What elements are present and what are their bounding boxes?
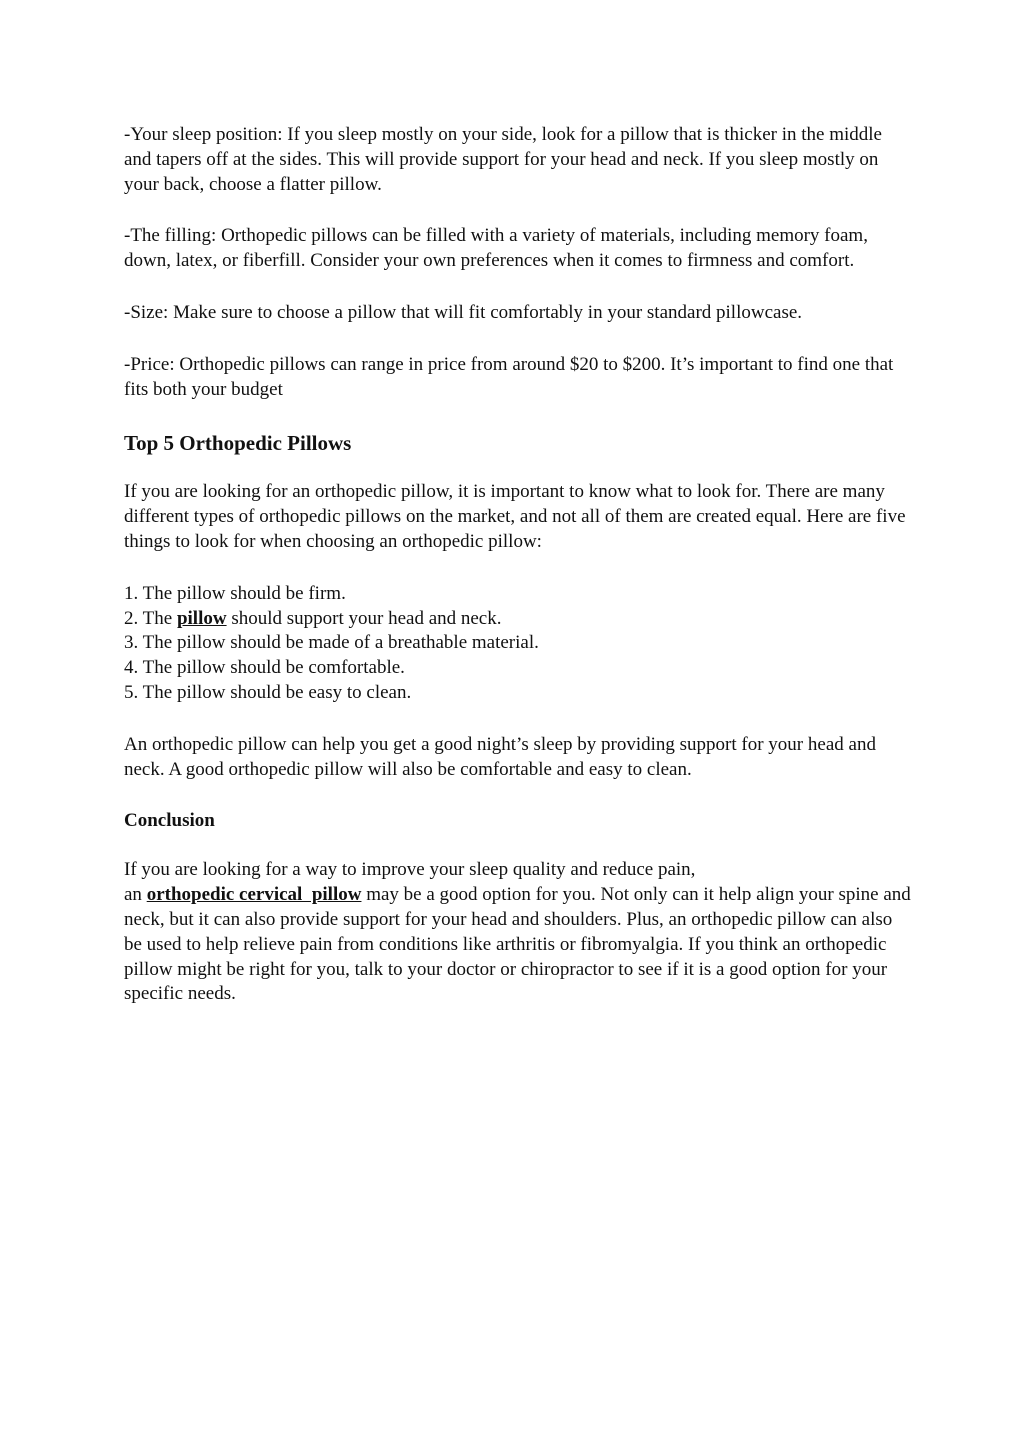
criteria-item-3: 3. The pillow should be made of a breathable material. bbox=[124, 632, 539, 654]
orthopedic-cervical-pillow-link[interactable]: orthopedic cervical pillow bbox=[146, 884, 362, 906]
top5-summary: An orthopedic pillow can help you get a good night’s sleep by providing support for your head and neck. A good orthopedic pillow will also be comfortable and easy to clean. bbox=[124, 733, 876, 780]
conclusion-line-1: If you are looking for a way to improve your sleep quality and reduce pain, bbox=[124, 859, 696, 881]
criteria-item-2-suffix: should support your head and neck. bbox=[226, 607, 502, 629]
criteria-item-2 bbox=[124, 607, 914, 632]
tip-filling: -The filling: Orthopedic pillows can be filled with a variety of materials, including memory foam, down, latex, or fiberfill. Consider your own preferences when it comes to firmness and comfort. bbox=[124, 225, 868, 272]
conclusion-paragraph bbox=[124, 858, 914, 1007]
pillow-link[interactable]: pillow bbox=[176, 607, 227, 629]
document-page bbox=[124, 123, 914, 1007]
criteria-item-2-prefix: 2. The bbox=[124, 607, 177, 629]
top5-intro: If you are looking for an orthopedic pillow, it is important to know what to look for. There are many different types of orthopedic pillows on the market, and not all of them are created equal. Here are five things to look for when choosing an orthopedic pillow: bbox=[124, 481, 906, 552]
criteria-item-1: 1. The pillow should be firm. bbox=[124, 582, 346, 604]
tip-price: -Price: Orthopedic pillows can range in price from around $20 to $200. It’s important to find one that fits both your budget bbox=[124, 353, 894, 400]
conclusion-an: an bbox=[124, 884, 147, 906]
conclusion-heading: Conclusion bbox=[124, 810, 215, 832]
criteria-item-4: 4. The pillow should be comfortable. bbox=[124, 657, 405, 679]
criteria-item-5: 5. The pillow should be easy to clean. bbox=[124, 681, 412, 703]
tip-size: -Size: Make sure to choose a pillow that will fit comfortably in your standard pillowcase. bbox=[124, 301, 803, 323]
conclusion-rest: may be a good option for you. Not only can it help align your spine and neck, but it can also provide support for your head and shoulders. Plus, an orthopedic pillow can also be used to help relieve pain from conditions like arthritis or fibromyalgia. If you think an orthopedic pillow might be right for you, talk to your doctor or chiropractor to see if it is a good option for your specific needs. bbox=[124, 884, 911, 1005]
tip-sleep-position: -Your sleep position: If you sleep mostly on your side, look for a pillow that is thicker in the middle and tapers off at the sides. This will provide support for your head and neck. If you sleep mostly on your back, choose a flatter pillow. bbox=[124, 124, 882, 195]
criteria-list bbox=[124, 582, 914, 706]
top5-heading: Top 5 Orthopedic Pillows bbox=[124, 431, 352, 456]
